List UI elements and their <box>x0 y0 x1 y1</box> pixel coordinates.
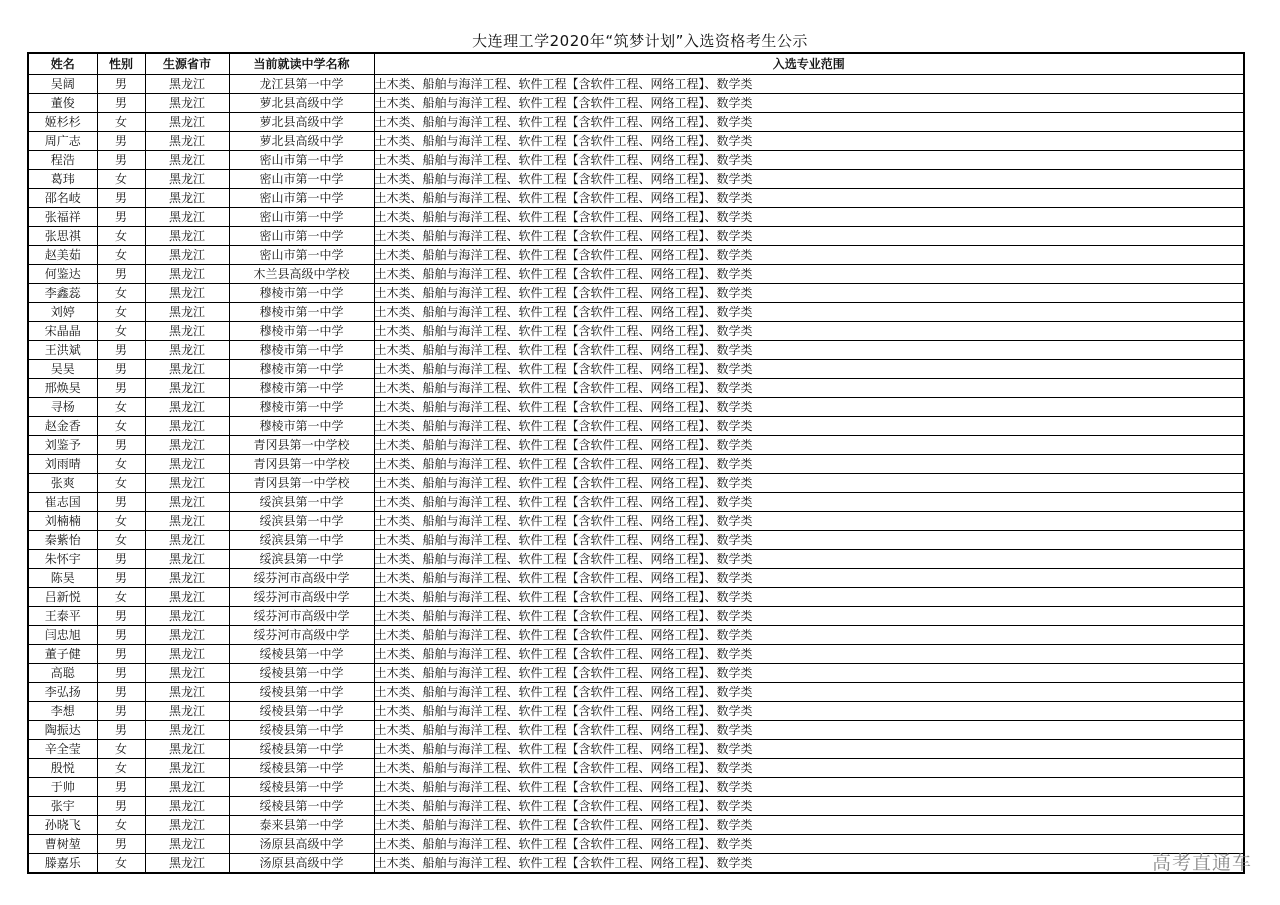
student-name: 于帅 <box>28 778 97 797</box>
table-row <box>28 455 1244 474</box>
student-school: 绥滨县第一中学 <box>229 493 374 512</box>
major-scope: 土木类、船舶与海洋工程、软件工程【含软件工程、网络工程】、数学类 <box>374 417 1244 436</box>
student-gender: 女 <box>97 227 145 246</box>
major-scope: 土木类、船舶与海洋工程、软件工程【含软件工程、网络工程】、数学类 <box>374 398 1244 417</box>
student-school: 绥棱县第一中学 <box>229 721 374 740</box>
table-row <box>28 721 1244 740</box>
student-school: 萝北县高级中学 <box>229 113 374 132</box>
student-school: 萝北县高级中学 <box>229 132 374 151</box>
student-name: 闫忠旭 <box>28 626 97 645</box>
student-gender: 男 <box>97 379 145 398</box>
major-scope: 土木类、船舶与海洋工程、软件工程【含软件工程、网络工程】、数学类 <box>374 455 1244 474</box>
table-row <box>28 170 1244 189</box>
student-name: 张福祥 <box>28 208 97 227</box>
student-gender: 女 <box>97 455 145 474</box>
student-gender: 女 <box>97 531 145 550</box>
major-scope: 土木类、船舶与海洋工程、软件工程【含软件工程、网络工程】、数学类 <box>374 246 1244 265</box>
major-scope: 土木类、船舶与海洋工程、软件工程【含软件工程、网络工程】、数学类 <box>374 854 1244 874</box>
student-province: 黑龙江 <box>145 607 229 626</box>
student-school: 穆棱市第一中学 <box>229 341 374 360</box>
student-school: 绥芬河市高级中学 <box>229 626 374 645</box>
student-school: 密山市第一中学 <box>229 227 374 246</box>
student-gender: 男 <box>97 721 145 740</box>
student-name: 刘鉴予 <box>28 436 97 455</box>
major-scope: 土木类、船舶与海洋工程、软件工程【含软件工程、网络工程】、数学类 <box>374 550 1244 569</box>
student-province: 黑龙江 <box>145 417 229 436</box>
student-name: 赵美茹 <box>28 246 97 265</box>
student-school: 密山市第一中学 <box>229 246 374 265</box>
student-school: 密山市第一中学 <box>229 170 374 189</box>
student-gender: 男 <box>97 778 145 797</box>
student-school: 绥棱县第一中学 <box>229 702 374 721</box>
student-school: 龙江县第一中学 <box>229 75 374 94</box>
student-province: 黑龙江 <box>145 227 229 246</box>
major-scope: 土木类、船舶与海洋工程、软件工程【含软件工程、网络工程】、数学类 <box>374 626 1244 645</box>
student-name: 崔志国 <box>28 493 97 512</box>
table-row <box>28 398 1244 417</box>
major-scope: 土木类、船舶与海洋工程、软件工程【含软件工程、网络工程】、数学类 <box>374 683 1244 702</box>
student-province: 黑龙江 <box>145 265 229 284</box>
student-school: 绥棱县第一中学 <box>229 740 374 759</box>
student-name: 张宇 <box>28 797 97 816</box>
student-gender: 男 <box>97 702 145 721</box>
table-row <box>28 512 1244 531</box>
student-province: 黑龙江 <box>145 474 229 493</box>
student-gender: 男 <box>97 835 145 854</box>
student-gender: 女 <box>97 113 145 132</box>
table-row <box>28 227 1244 246</box>
major-scope: 土木类、船舶与海洋工程、软件工程【含软件工程、网络工程】、数学类 <box>374 322 1244 341</box>
student-province: 黑龙江 <box>145 835 229 854</box>
major-scope: 土木类、船舶与海洋工程、软件工程【含软件工程、网络工程】、数学类 <box>374 512 1244 531</box>
major-scope: 土木类、船舶与海洋工程、软件工程【含软件工程、网络工程】、数学类 <box>374 816 1244 835</box>
student-gender: 女 <box>97 417 145 436</box>
student-province: 黑龙江 <box>145 151 229 170</box>
student-gender: 女 <box>97 246 145 265</box>
student-school: 绥棱县第一中学 <box>229 797 374 816</box>
student-province: 黑龙江 <box>145 303 229 322</box>
student-school: 穆棱市第一中学 <box>229 379 374 398</box>
student-province: 黑龙江 <box>145 208 229 227</box>
student-school: 绥滨县第一中学 <box>229 531 374 550</box>
student-name: 张爽 <box>28 474 97 493</box>
student-name: 董子健 <box>28 645 97 664</box>
student-name: 陶振达 <box>28 721 97 740</box>
table-row <box>28 626 1244 645</box>
student-school: 穆棱市第一中学 <box>229 417 374 436</box>
student-province: 黑龙江 <box>145 512 229 531</box>
major-scope: 土木类、船舶与海洋工程、软件工程【含软件工程、网络工程】、数学类 <box>374 284 1244 303</box>
student-name: 殷悦 <box>28 759 97 778</box>
table-row <box>28 189 1244 208</box>
student-name: 孙晓飞 <box>28 816 97 835</box>
student-name: 王洪斌 <box>28 341 97 360</box>
table-row <box>28 341 1244 360</box>
student-gender: 男 <box>97 664 145 683</box>
student-gender: 男 <box>97 189 145 208</box>
student-school: 穆棱市第一中学 <box>229 303 374 322</box>
student-province: 黑龙江 <box>145 493 229 512</box>
student-name: 张思祺 <box>28 227 97 246</box>
student-school: 穆棱市第一中学 <box>229 322 374 341</box>
table-row <box>28 474 1244 493</box>
student-name: 邢焕昊 <box>28 379 97 398</box>
table-body <box>28 75 1244 874</box>
header-major-scope: 入选专业范围 <box>374 53 1244 75</box>
student-province: 黑龙江 <box>145 740 229 759</box>
major-scope: 土木类、船舶与海洋工程、软件工程【含软件工程、网络工程】、数学类 <box>374 265 1244 284</box>
student-gender: 女 <box>97 759 145 778</box>
student-gender: 女 <box>97 512 145 531</box>
student-school: 绥芬河市高级中学 <box>229 588 374 607</box>
student-province: 黑龙江 <box>145 645 229 664</box>
header-province: 生源省市 <box>145 53 229 75</box>
student-school: 绥芬河市高级中学 <box>229 569 374 588</box>
student-school: 绥棱县第一中学 <box>229 778 374 797</box>
header-name: 姓名 <box>28 53 97 75</box>
student-name: 周广志 <box>28 132 97 151</box>
student-name: 李弘扬 <box>28 683 97 702</box>
student-gender: 女 <box>97 303 145 322</box>
major-scope: 土木类、船舶与海洋工程、软件工程【含软件工程、网络工程】、数学类 <box>374 113 1244 132</box>
table-row <box>28 208 1244 227</box>
student-gender: 女 <box>97 170 145 189</box>
student-school: 绥棱县第一中学 <box>229 683 374 702</box>
student-school: 汤原县高级中学 <box>229 854 374 874</box>
table-row <box>28 816 1244 835</box>
header-school: 当前就读中学名称 <box>229 53 374 75</box>
student-name: 吴昊 <box>28 360 97 379</box>
table-header <box>28 53 1244 75</box>
table-row <box>28 246 1244 265</box>
student-province: 黑龙江 <box>145 531 229 550</box>
major-scope: 土木类、船舶与海洋工程、软件工程【含软件工程、网络工程】、数学类 <box>374 797 1244 816</box>
admission-table <box>27 52 1245 874</box>
major-scope: 土木类、船舶与海洋工程、软件工程【含软件工程、网络工程】、数学类 <box>374 721 1244 740</box>
student-gender: 男 <box>97 265 145 284</box>
student-gender: 男 <box>97 626 145 645</box>
student-gender: 男 <box>97 360 145 379</box>
student-school: 密山市第一中学 <box>229 189 374 208</box>
table-row <box>28 550 1244 569</box>
student-school: 密山市第一中学 <box>229 208 374 227</box>
student-province: 黑龙江 <box>145 664 229 683</box>
major-scope: 土木类、船舶与海洋工程、软件工程【含软件工程、网络工程】、数学类 <box>374 436 1244 455</box>
table-row <box>28 151 1244 170</box>
student-gender: 女 <box>97 740 145 759</box>
major-scope: 土木类、船舶与海洋工程、软件工程【含软件工程、网络工程】、数学类 <box>374 778 1244 797</box>
student-school: 青冈县第一中学校 <box>229 455 374 474</box>
student-gender: 男 <box>97 550 145 569</box>
student-province: 黑龙江 <box>145 132 229 151</box>
student-province: 黑龙江 <box>145 626 229 645</box>
student-name: 寻杨 <box>28 398 97 417</box>
student-province: 黑龙江 <box>145 816 229 835</box>
student-province: 黑龙江 <box>145 759 229 778</box>
table-row <box>28 588 1244 607</box>
student-province: 黑龙江 <box>145 721 229 740</box>
table-row <box>28 132 1244 151</box>
student-school: 穆棱市第一中学 <box>229 284 374 303</box>
student-name: 陈昊 <box>28 569 97 588</box>
header-row <box>28 53 1244 75</box>
student-name: 李鑫蕊 <box>28 284 97 303</box>
student-name: 吕新悦 <box>28 588 97 607</box>
student-school: 萝北县高级中学 <box>229 94 374 113</box>
table-row <box>28 740 1244 759</box>
student-province: 黑龙江 <box>145 94 229 113</box>
student-province: 黑龙江 <box>145 854 229 874</box>
major-scope: 土木类、船舶与海洋工程、软件工程【含软件工程、网络工程】、数学类 <box>374 208 1244 227</box>
major-scope: 土木类、船舶与海洋工程、软件工程【含软件工程、网络工程】、数学类 <box>374 493 1244 512</box>
student-gender: 女 <box>97 854 145 874</box>
student-province: 黑龙江 <box>145 322 229 341</box>
table-row <box>28 797 1244 816</box>
student-province: 黑龙江 <box>145 246 229 265</box>
student-name: 宋晶晶 <box>28 322 97 341</box>
major-scope: 土木类、船舶与海洋工程、软件工程【含软件工程、网络工程】、数学类 <box>374 588 1244 607</box>
student-name: 董俊 <box>28 94 97 113</box>
student-name: 刘婷 <box>28 303 97 322</box>
student-gender: 男 <box>97 607 145 626</box>
table-row <box>28 265 1244 284</box>
student-province: 黑龙江 <box>145 360 229 379</box>
major-scope: 土木类、船舶与海洋工程、软件工程【含软件工程、网络工程】、数学类 <box>374 75 1244 94</box>
student-school: 绥棱县第一中学 <box>229 645 374 664</box>
major-scope: 土木类、船舶与海洋工程、软件工程【含软件工程、网络工程】、数学类 <box>374 531 1244 550</box>
major-scope: 土木类、船舶与海洋工程、软件工程【含软件工程、网络工程】、数学类 <box>374 341 1244 360</box>
student-name: 邵名岐 <box>28 189 97 208</box>
student-name: 辛全莹 <box>28 740 97 759</box>
table-row <box>28 113 1244 132</box>
student-name: 李想 <box>28 702 97 721</box>
major-scope: 土木类、船舶与海洋工程、软件工程【含软件工程、网络工程】、数学类 <box>374 360 1244 379</box>
student-gender: 男 <box>97 75 145 94</box>
table-row <box>28 75 1244 94</box>
major-scope: 土木类、船舶与海洋工程、软件工程【含软件工程、网络工程】、数学类 <box>374 702 1244 721</box>
student-name: 刘楠楠 <box>28 512 97 531</box>
page-title: 大连理工学2020年“筑梦计划”入选资格考生公示 <box>472 32 808 50</box>
student-school: 密山市第一中学 <box>229 151 374 170</box>
student-gender: 女 <box>97 398 145 417</box>
student-name: 王泰平 <box>28 607 97 626</box>
student-province: 黑龙江 <box>145 683 229 702</box>
table-row <box>28 854 1244 874</box>
table-row <box>28 322 1244 341</box>
student-name: 曹树堃 <box>28 835 97 854</box>
student-province: 黑龙江 <box>145 284 229 303</box>
table-row <box>28 702 1244 721</box>
student-province: 黑龙江 <box>145 113 229 132</box>
header-gender: 性别 <box>97 53 145 75</box>
student-gender: 男 <box>97 493 145 512</box>
student-school: 穆棱市第一中学 <box>229 398 374 417</box>
student-province: 黑龙江 <box>145 341 229 360</box>
major-scope: 土木类、船舶与海洋工程、软件工程【含软件工程、网络工程】、数学类 <box>374 759 1244 778</box>
student-school: 汤原县高级中学 <box>229 835 374 854</box>
major-scope: 土木类、船舶与海洋工程、软件工程【含软件工程、网络工程】、数学类 <box>374 740 1244 759</box>
student-province: 黑龙江 <box>145 455 229 474</box>
student-school: 绥滨县第一中学 <box>229 512 374 531</box>
student-name: 朱怀宇 <box>28 550 97 569</box>
student-province: 黑龙江 <box>145 702 229 721</box>
student-name: 赵金香 <box>28 417 97 436</box>
student-gender: 男 <box>97 341 145 360</box>
student-gender: 男 <box>97 436 145 455</box>
major-scope: 土木类、船舶与海洋工程、软件工程【含软件工程、网络工程】、数学类 <box>374 835 1244 854</box>
table-row <box>28 379 1244 398</box>
student-name: 何鉴达 <box>28 265 97 284</box>
student-gender: 男 <box>97 151 145 170</box>
student-province: 黑龙江 <box>145 436 229 455</box>
student-school: 穆棱市第一中学 <box>229 360 374 379</box>
table-row <box>28 531 1244 550</box>
student-school: 泰来县第一中学 <box>229 816 374 835</box>
major-scope: 土木类、船舶与海洋工程、软件工程【含软件工程、网络工程】、数学类 <box>374 94 1244 113</box>
table-row <box>28 645 1244 664</box>
student-gender: 男 <box>97 683 145 702</box>
student-gender: 女 <box>97 588 145 607</box>
student-name: 姬杉杉 <box>28 113 97 132</box>
student-gender: 男 <box>97 94 145 113</box>
student-gender: 男 <box>97 208 145 227</box>
table-row <box>28 493 1244 512</box>
table-row <box>28 360 1244 379</box>
student-name: 刘雨晴 <box>28 455 97 474</box>
student-province: 黑龙江 <box>145 778 229 797</box>
major-scope: 土木类、船舶与海洋工程、软件工程【含软件工程、网络工程】、数学类 <box>374 151 1244 170</box>
major-scope: 土木类、船舶与海洋工程、软件工程【含软件工程、网络工程】、数学类 <box>374 189 1244 208</box>
student-school: 青冈县第一中学校 <box>229 474 374 493</box>
student-gender: 女 <box>97 816 145 835</box>
table-row <box>28 284 1244 303</box>
student-school: 青冈县第一中学校 <box>229 436 374 455</box>
major-scope: 土木类、船舶与海洋工程、软件工程【含软件工程、网络工程】、数学类 <box>374 664 1244 683</box>
student-name: 高聪 <box>28 664 97 683</box>
student-gender: 女 <box>97 284 145 303</box>
student-school: 木兰县高级中学校 <box>229 265 374 284</box>
student-school: 绥芬河市高级中学 <box>229 607 374 626</box>
student-gender: 男 <box>97 569 145 588</box>
major-scope: 土木类、船舶与海洋工程、软件工程【含软件工程、网络工程】、数学类 <box>374 227 1244 246</box>
table-row <box>28 436 1244 455</box>
student-province: 黑龙江 <box>145 170 229 189</box>
student-name: 程浩 <box>28 151 97 170</box>
table-row <box>28 94 1244 113</box>
table-row <box>28 664 1244 683</box>
major-scope: 土木类、船舶与海洋工程、软件工程【含软件工程、网络工程】、数学类 <box>374 379 1244 398</box>
student-province: 黑龙江 <box>145 569 229 588</box>
student-gender: 男 <box>97 797 145 816</box>
student-school: 绥棱县第一中学 <box>229 664 374 683</box>
major-scope: 土木类、船舶与海洋工程、软件工程【含软件工程、网络工程】、数学类 <box>374 569 1244 588</box>
table-row <box>28 569 1244 588</box>
table-row <box>28 759 1244 778</box>
student-province: 黑龙江 <box>145 797 229 816</box>
major-scope: 土木类、船舶与海洋工程、软件工程【含软件工程、网络工程】、数学类 <box>374 474 1244 493</box>
table-row <box>28 417 1244 436</box>
major-scope: 土木类、船舶与海洋工程、软件工程【含软件工程、网络工程】、数学类 <box>374 607 1244 626</box>
student-name: 滕嘉乐 <box>28 854 97 874</box>
table-row <box>28 683 1244 702</box>
student-province: 黑龙江 <box>145 398 229 417</box>
table-row <box>28 835 1244 854</box>
table-row <box>28 778 1244 797</box>
watermark: 高考直通车 <box>1151 852 1252 874</box>
major-scope: 土木类、船舶与海洋工程、软件工程【含软件工程、网络工程】、数学类 <box>374 303 1244 322</box>
student-gender: 男 <box>97 645 145 664</box>
student-province: 黑龙江 <box>145 588 229 607</box>
major-scope: 土木类、船舶与海洋工程、软件工程【含软件工程、网络工程】、数学类 <box>374 132 1244 151</box>
student-name: 吴阔 <box>28 75 97 94</box>
student-province: 黑龙江 <box>145 550 229 569</box>
student-province: 黑龙江 <box>145 75 229 94</box>
student-school: 绥棱县第一中学 <box>229 759 374 778</box>
major-scope: 土木类、船舶与海洋工程、软件工程【含软件工程、网络工程】、数学类 <box>374 645 1244 664</box>
student-gender: 男 <box>97 132 145 151</box>
student-gender: 女 <box>97 474 145 493</box>
student-school: 绥滨县第一中学 <box>229 550 374 569</box>
table-row <box>28 607 1244 626</box>
student-province: 黑龙江 <box>145 379 229 398</box>
student-name: 葛玮 <box>28 170 97 189</box>
major-scope: 土木类、船舶与海洋工程、软件工程【含软件工程、网络工程】、数学类 <box>374 170 1244 189</box>
student-gender: 女 <box>97 322 145 341</box>
table-row <box>28 303 1244 322</box>
student-province: 黑龙江 <box>145 189 229 208</box>
student-name: 秦紫怡 <box>28 531 97 550</box>
